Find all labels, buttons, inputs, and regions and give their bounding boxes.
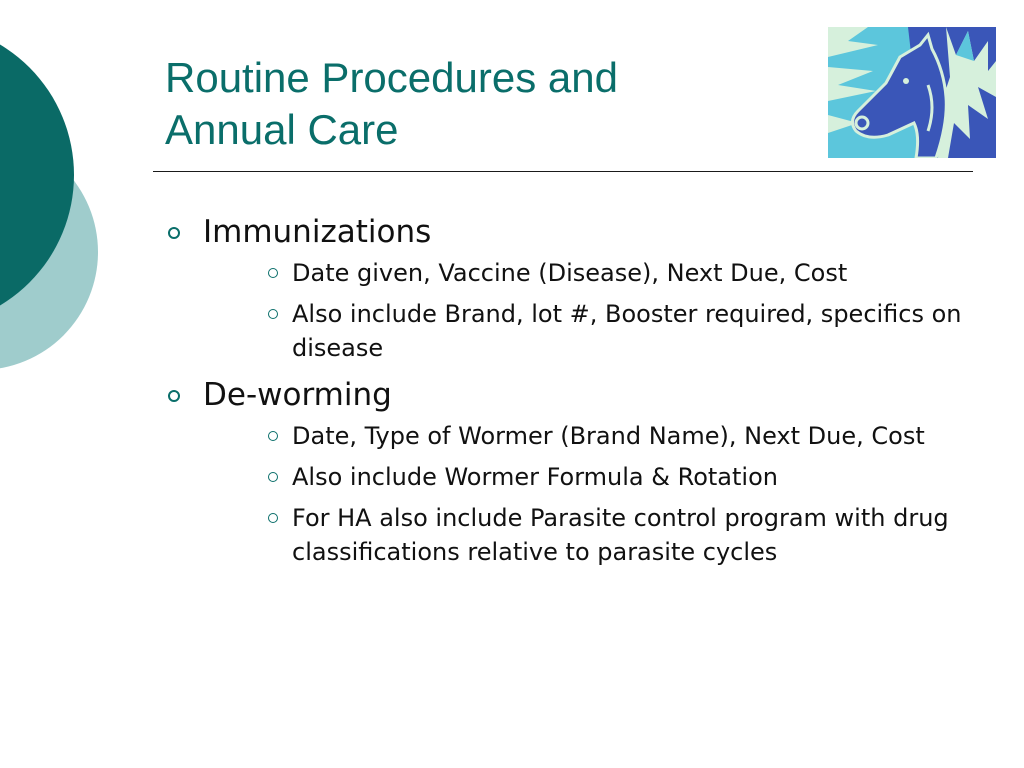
list-item	[160, 373, 980, 417]
sub-list	[160, 256, 980, 365]
sub-list	[160, 419, 980, 569]
circle-bullet-icon	[268, 472, 278, 482]
bullet-immunizations	[160, 210, 980, 365]
sub-bullet-text: For HA also include Parasite control program with drug classifications relative to parasite cycles	[292, 504, 949, 566]
bullet-de-worming	[160, 373, 980, 569]
bullet-text: De-worming	[203, 377, 392, 413]
circle-bullet-icon	[168, 390, 180, 402]
title-divider	[153, 171, 973, 172]
title-line-2: Annual Care	[165, 106, 399, 153]
circle-bullet-icon	[268, 268, 278, 278]
circle-bullet-icon	[268, 431, 278, 441]
circle-bullet-icon	[268, 309, 278, 319]
list-item	[292, 256, 972, 290]
list-item	[292, 460, 972, 494]
sub-bullet-text: Date, Type of Wormer (Brand Name), Next Due, Cost	[292, 422, 925, 450]
list-item	[292, 297, 972, 365]
sub-bullet-text: Also include Brand, lot #, Booster required, specifics on disease	[292, 300, 962, 362]
list-item	[160, 210, 980, 254]
bullet-list	[160, 210, 980, 576]
bullet-text: Immunizations	[203, 214, 432, 250]
circle-bullet-icon	[268, 513, 278, 523]
list-item	[292, 501, 972, 569]
list-item	[292, 419, 972, 453]
decorative-circles	[0, 0, 110, 420]
slide-title	[165, 52, 765, 156]
title-line-1: Routine Procedures and	[165, 54, 618, 101]
horse-head-logo-icon	[828, 27, 996, 158]
circle-bullet-icon	[168, 227, 180, 239]
sub-bullet-text: Date given, Vaccine (Disease), Next Due, Cost	[292, 259, 848, 287]
sub-bullet-text: Also include Wormer Formula & Rotation	[292, 463, 778, 491]
